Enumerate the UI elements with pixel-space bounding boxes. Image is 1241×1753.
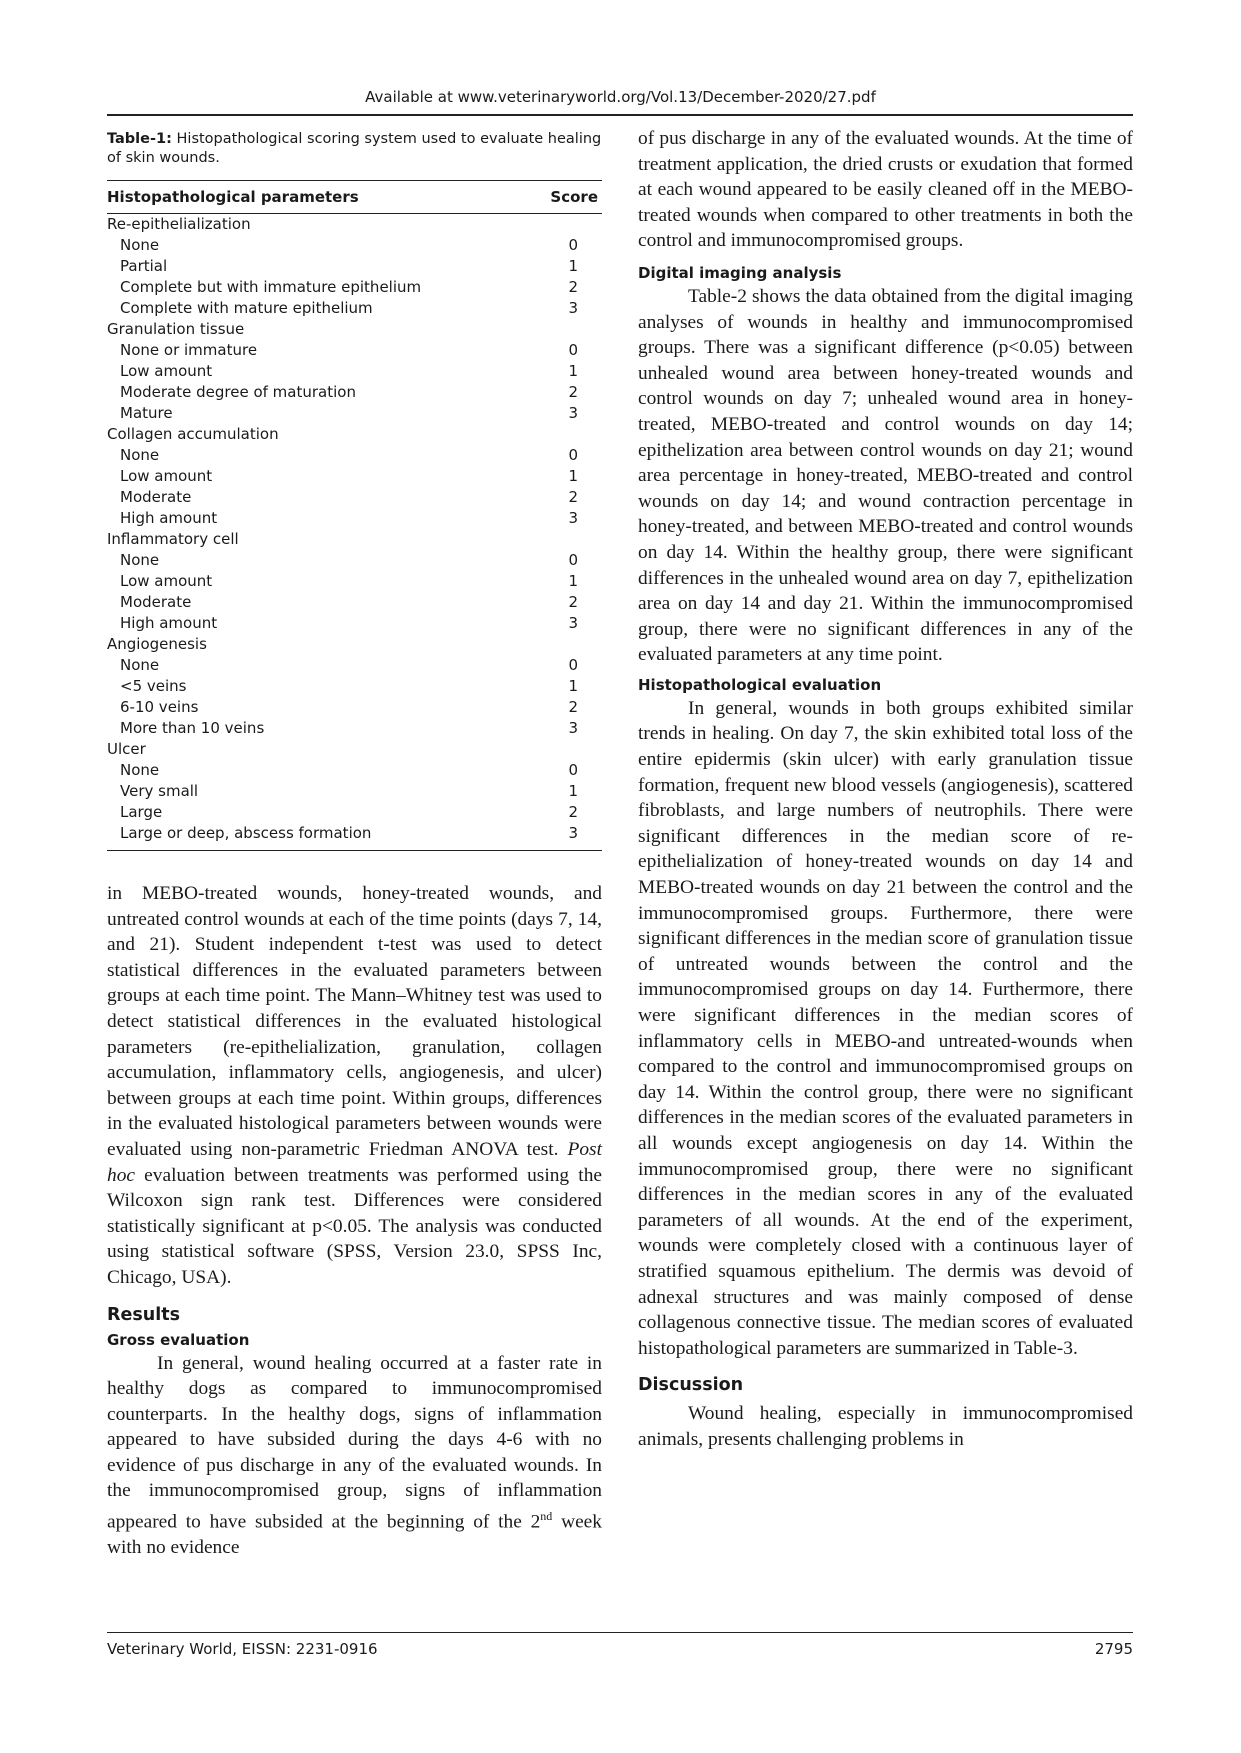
- criterion-score: 3: [518, 823, 602, 851]
- criterion-score: 1: [568, 677, 578, 695]
- footer-rule: [107, 1632, 1133, 1633]
- criterion-score: 2: [568, 698, 578, 716]
- right-column: [638, 130, 1133, 1453]
- table-row: [107, 382, 602, 403]
- running-header-url: Available at www.veterinaryworld.org/Vol.13/December-2020/27.pdf: [365, 88, 876, 106]
- criterion-score: 1: [568, 467, 578, 485]
- footer-journal: Veterinary World, EISSN: 2231-0916: [107, 1640, 378, 1658]
- table-row: [107, 466, 602, 487]
- criterion-label: 6-10 veins: [120, 698, 199, 716]
- criterion-score: 3: [568, 614, 578, 632]
- digital-imaging-heading: Digital imaging analysis: [638, 263, 842, 282]
- group-name: Ulcer: [107, 740, 146, 758]
- criterion-score: 1: [568, 572, 578, 590]
- criterion-label: Mature: [120, 404, 173, 422]
- table-row: [107, 718, 602, 739]
- criterion-label: None: [120, 446, 160, 464]
- group-name: Angiogenesis: [107, 635, 207, 653]
- table-row: [107, 592, 602, 613]
- discussion-heading: Discussion: [638, 1375, 744, 1396]
- criterion-label: Large: [120, 803, 163, 821]
- criterion-score: 3: [568, 509, 578, 527]
- gross-evaluation-heading: Gross evaluation: [107, 1330, 250, 1349]
- table-row: [107, 403, 602, 424]
- digital-imaging-paragraph: [638, 284, 1133, 668]
- group-name: Collagen accumulation: [107, 425, 279, 443]
- criterion-label: Moderate: [120, 593, 192, 611]
- histopathological-evaluation-text: In general, wounds in both groups exhibited similar trends in healing. On day 7, the skin exhibited total loss of the entire epidermis (skin ulcer) with early granulation tissue formation, frequent new blood vessels (angiogenesis), scattered fibroblasts, and large numbers of neutrophils. There were significant differences in the median score of re-epithelialization of honey-treated wounds on day 14 and MEBO-treated wounds on day 21 between the control and the immunocompromised groups. Furthermore, there were significant differences in the median score of granulation tissue of untreated wounds between the control and the immunocompromised groups on day 14. Furthermore, there were significant differences in the median scores of inflammatory cells in MEBO-and untreated-wounds when compared to the control and immunocompromised groups on day 14. Within the control group, there were no significant differences in the median scores of the evaluated parameters in all wounds except angiogenesis on day 14. Within the immunocompromised group, there were no significant differences in the median scores in any of the evaluated parameters of all wounds. At the end of the experiment, wounds were completely closed with a continuous layer of stratified squamous epithelium. The dermis was devoid of adnexal structures and was mainly composed of dense collagenous connective tissue. The median scores of evaluated histopathological parameters are summarized in Table-3.: [638, 697, 1133, 1359]
- criterion-score: 1: [568, 782, 578, 800]
- criterion-label: Low amount: [120, 362, 213, 380]
- criterion-score: 0: [568, 656, 578, 674]
- footer-page-number: 2795: [1094, 1640, 1133, 1658]
- histopathology-scoring-table: [107, 180, 602, 851]
- criterion-label: Moderate degree of maturation: [120, 383, 356, 401]
- digital-imaging-text: Table-2 shows the data obtained from the digital imaging analyses of wounds in healthy and immunocompromised groups. There was a significant difference (p<0.05) between unhealed wound area between honey-treated wounds and control wounds on day 7; unhealed wound area in honey-treated, MEBO-treated and control wounds on day 14; epithelization area between control wounds on day 21; wound area percentage in honey-treated, MEBO-treated and control wounds on day 14; and wound contraction percentage in honey-treated, and between MEBO-treated and control wounds on day 14. Within the healthy group, there were significant differences in the unhealed wound area on day 7, epithelization area on day 14 and day 21. Within the immunocompromised group, there were no significant differences in any of the evaluated parameters at any time point.: [638, 285, 1133, 666]
- criterion-label: High amount: [120, 509, 218, 527]
- table-row: [107, 298, 602, 319]
- criterion-label: More than 10 veins: [120, 719, 265, 737]
- gross-text-a: In general, wound healing occurred at a faster rate in healthy dogs as compared to immunocompromised counterparts. In the healthy dogs, signs of inflammation appeared to have subsided during the days 4-6 with no evidence of pus discharge in any of the evaluated wounds. In the immunocompromised group, signs of inflammation appeared to have subsided at the beginning of the 2: [107, 1352, 602, 1533]
- criterion-score: 2: [568, 593, 578, 611]
- results-heading: Results: [107, 1304, 180, 1325]
- criterion-label: Low amount: [120, 467, 213, 485]
- methods-text-b: evaluation between treatments was performed using the Wilcoxon sign rank test. Differences were considered statistically significant at p<0.05. The analysis was conducted using statistical software (SPSS, Version 23.0, SPSS Inc, Chicago, USA).: [107, 1164, 602, 1288]
- criterion-label: None: [120, 761, 160, 779]
- gross-text-b: week with no evidence: [107, 1511, 602, 1559]
- table-row: [107, 697, 602, 718]
- criterion-score: 0: [568, 551, 578, 569]
- column-header-score: Score: [518, 181, 602, 214]
- table-row: [107, 277, 602, 298]
- table-row: [107, 571, 602, 592]
- group-name: Re-epithelialization: [107, 215, 251, 233]
- criterion-score: 0: [568, 446, 578, 464]
- group-name: Inflammatory cell: [107, 530, 239, 548]
- table-row: [107, 550, 602, 571]
- criterion-label: Moderate: [120, 488, 192, 506]
- discussion-text: Wound healing, especially in immunocompromised animals, presents challenging problems in: [638, 1403, 1133, 1450]
- criterion-score: 2: [568, 383, 578, 401]
- criterion-label: High amount: [120, 614, 218, 632]
- table-row: [107, 676, 602, 697]
- criterion-score: 0: [568, 761, 578, 779]
- histopathological-evaluation-paragraph: [638, 696, 1133, 1361]
- table-row: [107, 340, 602, 361]
- table-row: [107, 487, 602, 508]
- table-row: [107, 235, 602, 256]
- table-row: [107, 361, 602, 382]
- table-row: [107, 508, 602, 529]
- criterion-label: None or immature: [120, 341, 258, 359]
- gross-continued-paragraph: [638, 126, 1133, 254]
- criterion-score: 1: [568, 362, 578, 380]
- gross-continued-text: of pus discharge in any of the evaluated wounds. At the time of treatment application, the dried crusts or exudation that formed at each wound appeared to be easily cleaned off in the MEBO-treated wounds when compared to other treatments in both the control and immunocompromised groups.: [638, 128, 1133, 252]
- criterion-score: 0: [568, 341, 578, 359]
- criterion-score: 0: [568, 236, 578, 254]
- methods-italic: Post hoc: [107, 1138, 602, 1186]
- left-column: [107, 130, 602, 1561]
- table-row: [107, 655, 602, 676]
- criterion-label: Complete but with immature epithelium: [120, 278, 422, 296]
- table-row: [107, 802, 602, 823]
- criterion-score: 3: [568, 404, 578, 422]
- criterion-score: 2: [568, 278, 578, 296]
- table-row: [107, 613, 602, 634]
- table-row: [107, 256, 602, 277]
- table-group-row: [107, 529, 602, 550]
- methods-text-a: in MEBO-treated wounds, honey-treated wounds, and untreated control wounds at each of the time points (days 7, 14, and 21). Student independent t-test was used to detect statistical differences in the evaluated parameters between groups at each time point. The Mann–Whitney test was used to detect statistical differences in the evaluated histological parameters (re-epithelialization, granulation, collagen accumulation, inflammatory cells, angiogenesis, and ulcer) between groups at each time point. Within groups, differences in the evaluated histological parameters between wounds were evaluated using non-parametric Friedman ANOVA test.: [107, 883, 602, 1160]
- table-row: [107, 760, 602, 781]
- criterion-label: Complete with mature epithelium: [120, 299, 373, 317]
- table-header-row: [107, 181, 602, 214]
- criterion-label: Large or deep, abscess formation: [107, 823, 518, 851]
- gross-evaluation-paragraph: [107, 1351, 602, 1561]
- table-group-row: [107, 319, 602, 340]
- table-group-row: [107, 424, 602, 445]
- criterion-score: 3: [568, 299, 578, 317]
- table-group-row: [107, 739, 602, 760]
- criterion-label: Low amount: [120, 572, 213, 590]
- column-header-parameters: Histopathological parameters: [107, 181, 518, 214]
- histopathological-evaluation-heading: Histopathological evaluation: [638, 675, 882, 694]
- criterion-label: None: [120, 236, 160, 254]
- group-name: Granulation tissue: [107, 320, 245, 338]
- criterion-label: Partial: [120, 257, 168, 275]
- criterion-label: Very small: [120, 782, 199, 800]
- gross-superscript: nd: [540, 1509, 553, 1524]
- header-rule: [107, 114, 1133, 116]
- criterion-score: 2: [568, 488, 578, 506]
- table-group-row: [107, 634, 602, 655]
- table-caption-label: Table-1:: [107, 131, 172, 147]
- criterion-label: None: [120, 551, 160, 569]
- table-row: [107, 823, 602, 851]
- table-row: [107, 781, 602, 802]
- table-row: [107, 445, 602, 466]
- table-caption-text: Histopathological scoring system used to evaluate healing of skin wounds.: [107, 131, 602, 166]
- table-group-row: [107, 214, 602, 236]
- methods-paragraph: [107, 881, 602, 1291]
- discussion-paragraph: [638, 1401, 1133, 1452]
- criterion-label: None: [120, 656, 160, 674]
- criterion-score: 2: [568, 803, 578, 821]
- criterion-label: <5 veins: [120, 677, 187, 695]
- criterion-score: 3: [568, 719, 578, 737]
- table-caption: [107, 130, 602, 168]
- criterion-score: 1: [568, 257, 578, 275]
